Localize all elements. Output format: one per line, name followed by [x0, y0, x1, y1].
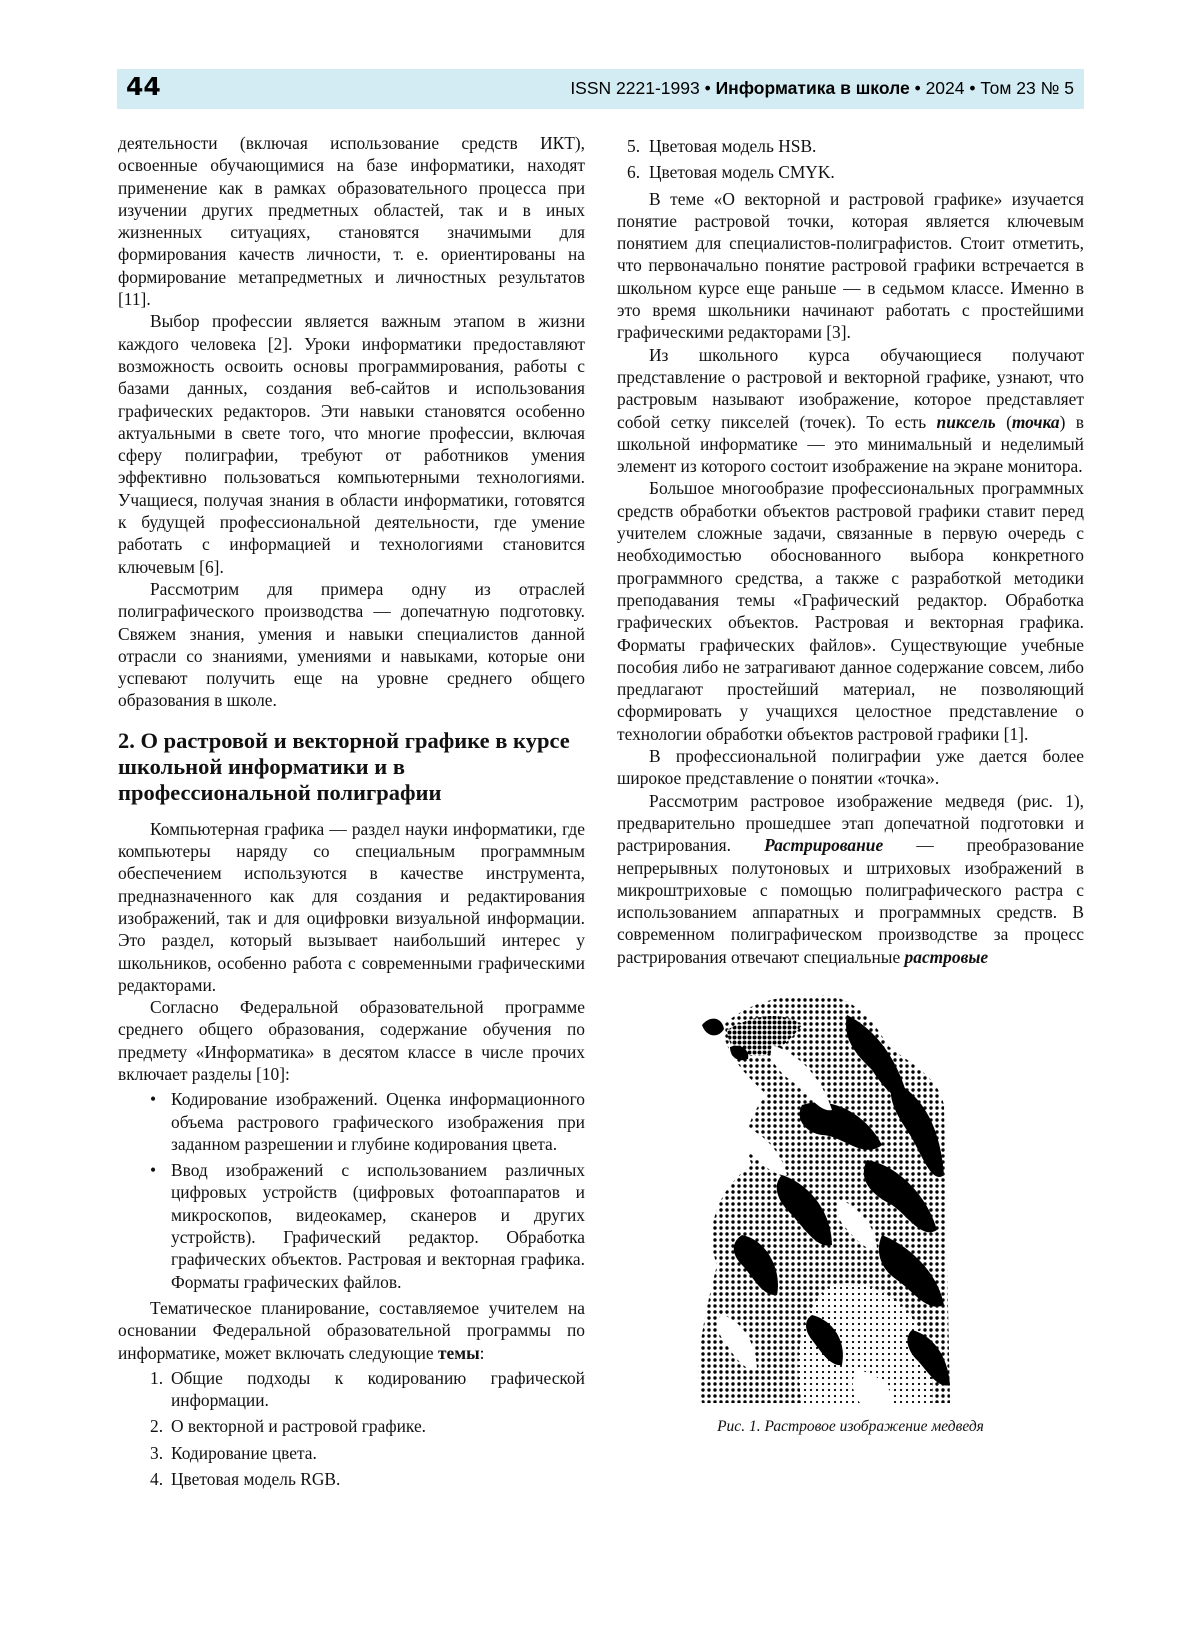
- list-text: О векторной и растровой графике.: [171, 1416, 427, 1437]
- year-volume: • 2024 • Том 23 № 5: [914, 78, 1074, 98]
- paragraph-text: Тематическое планирование, составляемое учителем на основании Федеральной образовательной программы по информатике, может включать следующие: [118, 1297, 585, 1363]
- figure-caption: Рис. 1. Растровое изображение медведя: [717, 1418, 984, 1435]
- term-dot: точка: [1011, 411, 1060, 432]
- punctuation: (: [995, 411, 1012, 432]
- list-text: Цветовая модель CMYK.: [649, 162, 835, 183]
- paragraph: Большое многообразие профессиональных программных средств обработки объектов растровой графики ставит перед учителем сложные задачи, связанные в первую очередь с необходимостью обоснованного выбора конкретного программного средства, а также с разработкой методики преподавания темы «Графический редактор. Обработка графических объектов. Растровая и векторная графика. Форматы графических файлов». Существующие учебные пособия либо не затрагивают данное содержание совсем, либо предлагают простейший материал, не позволяющий сформировать у учащихся целостное представление о технологии обработки объектов растровой графики [1].: [617, 478, 1084, 744]
- list-number: 4.: [150, 1469, 164, 1490]
- list-item: • Кодирование изображений. Оценка информационного объема растрового графического изображения при заданном разрешении и глубине кодирования цвета.: [118, 1088, 585, 1155]
- list-item: [617, 161, 1084, 183]
- paragraph-text: ) в школьной информатике — это минимальный и неделимый элемент из которого состоит изображение на экране монитора.: [617, 411, 1084, 477]
- list-item: [118, 1468, 585, 1490]
- shadow: [702, 1019, 724, 1036]
- paragraph-text: — преобразование непрерывных полутоновых и штриховых изображений в микроштриховые с помощью полиграфического растра с использованием аппаратных и программных средств. В современном полиграфическом производстве за процесс растрирования отвечают специальные: [617, 835, 1084, 967]
- paragraph: [617, 790, 1084, 968]
- paragraph: В профессиональной полиграфии уже дается более широкое представление о понятии «точка».: [617, 746, 1084, 789]
- list-number: 1.: [150, 1367, 164, 1388]
- paragraph-text: Из школьного курса обучающиеся получают представление о растровой и векторной графике, узнают, что растровым называют изображение, которое представляет собой сетку пикселей (точек). То есть: [617, 344, 1084, 432]
- right-column: [617, 132, 1084, 968]
- list-text: Цветовая модель HSB.: [649, 136, 817, 156]
- left-column: [118, 132, 585, 1494]
- paragraph: [617, 344, 1084, 478]
- bullet-list: [118, 1088, 585, 1293]
- topics-list-continued: [617, 135, 1084, 184]
- paragraph: деятельности (включая использование средств ИКТ), освоенные обучающимися на базе информатики, находят применение как в рамках образовательного процесса при изучении других предметных областей, так и в иных жизненных ситуациях, становятся значимыми для формирования качеств личности, т. е. ориентированы на формирование метапредметных и личностных результатов [11].: [118, 133, 585, 310]
- term-raster: растровые: [904, 946, 989, 967]
- list-number: 6.: [627, 162, 641, 183]
- list-number: 2.: [150, 1416, 164, 1437]
- list-item: [118, 1367, 585, 1412]
- paragraph: [118, 1297, 585, 1364]
- list-text: Общие подходы к кодированию графической информации.: [171, 1367, 585, 1411]
- list-item: [118, 1415, 585, 1437]
- list-item: [617, 135, 1084, 157]
- list-text: Кодирование цвета.: [171, 1442, 317, 1463]
- bold-term: темы: [437, 1342, 480, 1363]
- section-heading: 2. О растровой и векторной графике в курсе школьной информатики и в профессиональной полиграфии: [118, 727, 570, 805]
- journal-title: Информатика в школе: [715, 78, 910, 98]
- list-item: • Ввод изображений с использованием различных цифровых устройств (цифровых фотоаппаратов и микроскопов, видеокамер, сканеров и других устройств). Графический редактор. Обработка графических объектов. Растровая и векторная графика. Форматы графических файлов.: [118, 1159, 585, 1293]
- page-number: 44: [126, 72, 161, 101]
- term-rasterization: Растрирование: [764, 835, 884, 856]
- issn: ISSN 2221-1993 •: [570, 78, 711, 98]
- paragraph: Компьютерная графика — раздел науки информатики, где компьютеры наряду со специальным программным обеспечением используются в качестве инструмента, предназначенного как для создания и редактирования изображений, так и для оцифровки визуальной информации. Это раздел, который вызывает наибольший интерес у школьников, особенно работа с современными графическими редакторами.: [118, 818, 585, 995]
- list-number: 5.: [627, 136, 641, 156]
- page-header: [117, 69, 1084, 109]
- paragraph: Согласно Федеральной образовательной программе среднего общего образования, содержание обучения по предмету «Информатика» в десятом классе в числе прочих включает разделы [10]:: [118, 997, 585, 1084]
- paragraph: Рассмотрим для примера одну из отраслей полиграфического производства — допечатную подготовку. Свяжем знания, умения и навыки специалистов данной отрасли со знаниями, умениями и навыками, которые они успевают получить еще на уровне среднего общего образования в школе.: [118, 578, 585, 711]
- term-pixel: пиксель: [936, 411, 996, 432]
- list-item: [118, 1442, 585, 1464]
- punctuation: :: [479, 1342, 485, 1363]
- journal-info: [570, 78, 1074, 99]
- bear-raster-image: [682, 985, 982, 1405]
- paragraph: В теме «О векторной и растровой графике» изучается понятие растровой точки, которая является ключевым понятием для специалистов-полиграфистов. Стоит отметить, что первоначально понятие растровой графики встречается в школьном курсе еще раньше — в седьмом классе. Именно в это время школьники начинают работать с простейшими графическими редакторами [3].: [617, 188, 1084, 343]
- paragraph: Выбор профессии является важным этапом в жизни каждого человека [2]. Уроки информатики предоставляют возможность освоить основы программирования, работы с базами данных, создания веб-сайтов и использования графических редакторов. Эти навыки становятся особенно актуальными в свете того, что многие профессии, включая сферу полиграфии, требуют от работников умения эффективно пользоваться компьютерными технологиями. Учащиеся, получая знания в области информатики, готовятся к будущей профессиональной деятельности, где умение работать с информацией и технологиями становится ключевым [6].: [118, 311, 585, 577]
- list-number: 3.: [150, 1442, 164, 1463]
- paragraph-text: Рассмотрим растровое изображение медведя (рис. 1), предварительно прошедшее этап допечатной подготовки и растрирования.: [617, 790, 1084, 856]
- list-text: Цветовая модель RGB.: [171, 1469, 341, 1490]
- topics-list: [118, 1367, 585, 1490]
